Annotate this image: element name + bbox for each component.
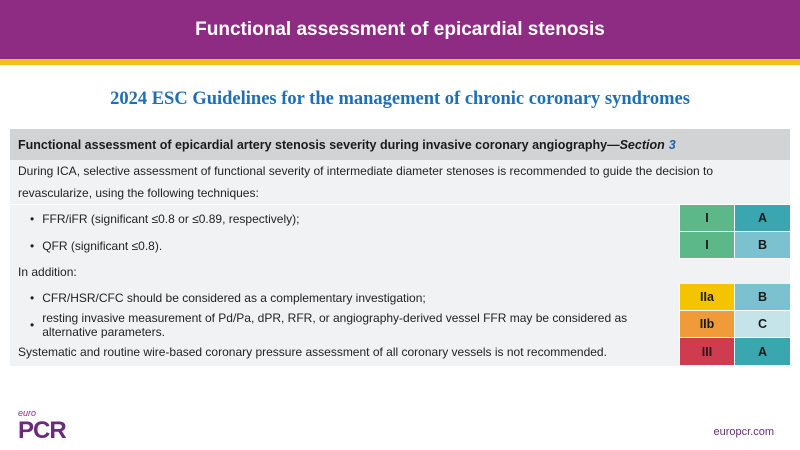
accent-bar (0, 59, 800, 65)
table-row (10, 205, 790, 232)
recommendation-text: FFR/iFR (significant ≤0.8 or ≤0.89, respectively); (42, 211, 300, 226)
recommendation-text: QFR (significant ≤0.8). (42, 238, 163, 253)
table-row (10, 160, 790, 205)
bullet: • (30, 238, 35, 253)
title-banner (0, 0, 800, 59)
table-row (10, 259, 790, 284)
class-badge: IIa (679, 284, 734, 310)
table-row (10, 311, 790, 338)
table-heading-text: Functional assessment of epicardial artery stenosis severity during invasive coronary angiography— (18, 137, 620, 152)
level-badge: B (734, 232, 790, 258)
guideline-subtitle: 2024 ESC Guidelines for the management of chronic coronary syndromes (110, 89, 690, 109)
table-row (10, 284, 790, 311)
addition-label: In addition: (10, 259, 790, 284)
section-label: Section (619, 137, 665, 152)
level-badge: A (734, 205, 790, 231)
recommendation-text: CFR/HSR/CFC should be considered as a complementary investigation; (42, 290, 426, 305)
intro-text: During ICA, selective assessment of functional severity of intermediate diameter stenoses is recommended to guide the decision to revascularize, using the following techniques: (10, 160, 790, 204)
footer-url: europcr.com (713, 426, 774, 438)
recommendation-text: resting invasive measurement of Pd/Pa, dPR, RFR, or angiography-derived vessel FFR may be considered as alternative parameters. (42, 310, 628, 339)
class-badge: IIb (679, 311, 734, 337)
table-row (10, 338, 790, 366)
level-badge: A (734, 338, 790, 365)
bullet: • (30, 211, 35, 226)
bullet: • (30, 317, 35, 332)
table-row (10, 232, 790, 259)
level-badge: B (734, 284, 790, 310)
class-badge: I (679, 205, 734, 231)
level-badge: C (734, 311, 790, 337)
logo-small-text: euro (18, 408, 37, 418)
logo-main-text: PCR (18, 417, 66, 444)
class-badge: I (679, 232, 734, 258)
bullet: • (30, 290, 35, 305)
recommendation-text: Systematic and routine wire-based coronary pressure assessment of all coronary vessels is not recommended. (10, 338, 679, 366)
section-number: 3 (668, 137, 676, 152)
europcr-logo (18, 408, 98, 448)
slide-title: Functional assessment of epicardial stenosis (195, 18, 605, 40)
recommendation-table (10, 129, 790, 366)
class-badge: III (679, 338, 734, 365)
table-heading (10, 129, 790, 160)
